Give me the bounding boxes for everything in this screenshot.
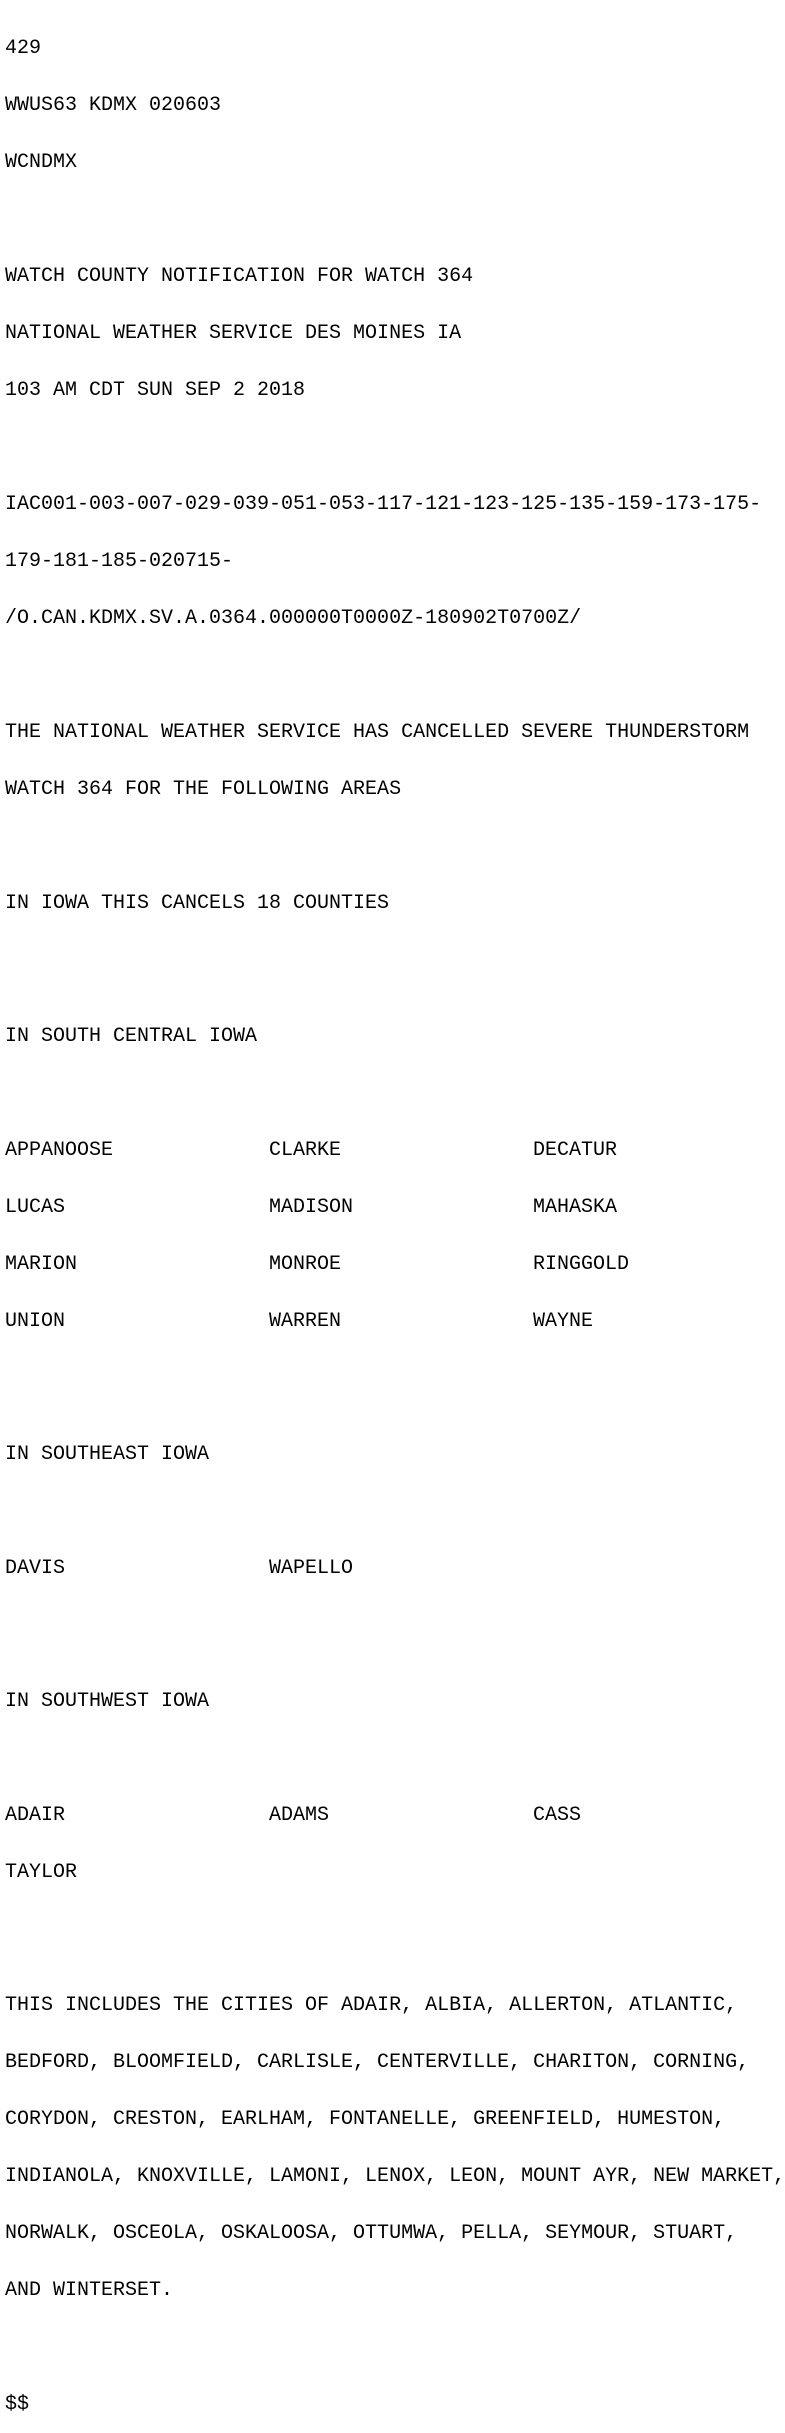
intro-text: THE NATIONAL WEATHER SERVICE HAS CANCELLED SEVERE THUNDERSTORM (5, 721, 750, 744)
blank-line (5, 438, 785, 457)
region-heading: IN SOUTHWEST IOWA (5, 1690, 210, 1713)
blank-line (5, 1084, 785, 1103)
issue-time: 103 AM CDT SUN SEP 2 2018 (5, 379, 306, 402)
county-name: ADAIR (5, 1804, 66, 1827)
blank-line (5, 1502, 785, 1521)
cities-text: BEDFORD, BLOOMFIELD, CARLISLE, CENTERVILLE, CHARITON, CORNING, (5, 2051, 750, 2074)
region-heading: IN SOUTH CENTRAL IOWA (5, 1025, 258, 1048)
wmo-header: WWUS63 KDMX 020603 (5, 94, 222, 117)
county-row (5, 1312, 785, 1331)
vtec-line: /O.CAN.KDMX.SV.A.0364.000000T0000Z-180902T0700Z/ (5, 607, 582, 630)
blank-line (5, 1369, 785, 1388)
bulletin-title: WATCH COUNTY NOTIFICATION FOR WATCH 364 (5, 265, 474, 288)
county-row (5, 1255, 785, 1274)
county-name: APPANOOSE (5, 1139, 114, 1162)
ugc-line: IAC001-003-007-029-039-051-053-117-121-123-125-135-159-173-175- (5, 493, 762, 516)
county-name: MARION (5, 1253, 78, 1276)
issuing-office: NATIONAL WEATHER SERVICE DES MOINES IA (5, 322, 462, 345)
blank-line (5, 951, 785, 970)
blank-line (5, 1920, 785, 1939)
county-name: DAVIS (5, 1557, 66, 1580)
blank-line (5, 2338, 785, 2357)
cities-text: AND WINTERSET. (5, 2279, 174, 2302)
county-name: DECATUR (533, 1139, 618, 1162)
cities-text: CORYDON, CRESTON, EARLHAM, FONTANELLE, GREENFIELD, HUMESTON, (5, 2108, 726, 2131)
county-name: CASS (533, 1804, 582, 1827)
cities-text: INDIANOLA, KNOXVILLE, LAMONI, LENOX, LEON, MOUNT AYR, NEW MARKET, (5, 2165, 785, 2188)
blank-line (5, 837, 785, 856)
county-row (5, 1806, 785, 1825)
ugc-line: 179-181-185-020715- (5, 550, 234, 573)
county-name: WAPELLO (269, 1557, 354, 1580)
county-name: RINGGOLD (533, 1253, 630, 1276)
county-name: WARREN (269, 1310, 342, 1333)
county-name: MAHASKA (533, 1196, 618, 1219)
blank-line (5, 210, 785, 229)
county-name: MADISON (269, 1196, 354, 1219)
county-row (5, 1559, 785, 1578)
awips-id: WCNDMX (5, 151, 78, 174)
county-name: CLARKE (269, 1139, 342, 1162)
county-name: ADAMS (269, 1804, 330, 1827)
product-terminator: $$ (5, 2393, 30, 2416)
intro-text: WATCH 364 FOR THE FOLLOWING AREAS (5, 778, 402, 801)
county-row (5, 1863, 785, 1882)
product-id: 429 (5, 37, 42, 60)
county-row (5, 1141, 785, 1160)
region-heading: IN SOUTHEAST IOWA (5, 1443, 210, 1466)
county-name: MONROE (269, 1253, 342, 1276)
county-name: WAYNE (533, 1310, 594, 1333)
blank-line (5, 666, 785, 685)
county-count-summary: IN IOWA THIS CANCELS 18 COUNTIES (5, 892, 390, 915)
county-row (5, 1198, 785, 1217)
county-name: LUCAS (5, 1196, 66, 1219)
county-name: UNION (5, 1310, 66, 1333)
cities-text: THIS INCLUDES THE CITIES OF ADAIR, ALBIA, ALLERTON, ATLANTIC, (5, 1994, 738, 2017)
blank-line (5, 1616, 785, 1635)
county-name: TAYLOR (5, 1861, 78, 1884)
blank-line (5, 1749, 785, 1768)
cities-text: NORWALK, OSCEOLA, OSKALOOSA, OTTUMWA, PELLA, SEYMOUR, STUART, (5, 2222, 738, 2245)
